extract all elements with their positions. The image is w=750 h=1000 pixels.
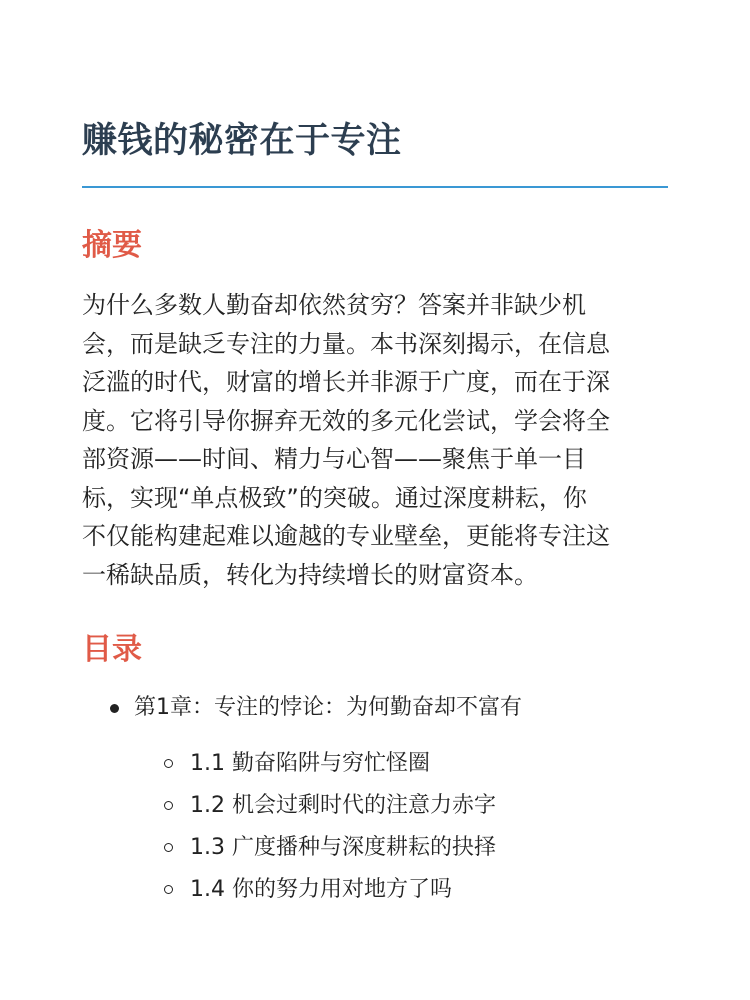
abstract-line: 不仅能构建起难以逾越的专业壁垒，更能将专注这 — [82, 522, 610, 550]
bullet-circle-icon — [164, 885, 173, 894]
abstract-heading: 摘要 — [82, 228, 142, 263]
bullet-circle-icon — [164, 843, 173, 852]
abstract-line: 会，而是缺乏专注的力量。本书深刻揭示，在信息 — [82, 329, 610, 358]
toc-section-label: 1.4 你的努力用对地方了吗 — [190, 877, 452, 902]
bullet-circle-icon — [164, 801, 173, 810]
toc-section-label: 1.3 广度播种与深度耕耘的抉择 — [190, 835, 496, 860]
toc-section-item — [134, 790, 668, 822]
abstract-line: 为什么多数人勤奋却依然贫穷？答案并非缺少机 — [82, 291, 586, 319]
toc-section-label: 1.2 机会过剩时代的注意力赤字 — [190, 793, 496, 818]
abstract-line: 部资源——时间、精力与心智——聚焦于单一目 — [82, 445, 586, 473]
toc-chapter-item — [82, 692, 668, 906]
abstract-paragraph — [82, 286, 668, 594]
toc-section-item — [134, 748, 668, 780]
toc-section-item — [134, 874, 668, 906]
toc-subsections — [134, 748, 668, 906]
abstract-line: 标，实现“单点极致”的突破。通过深度耕耘，你 — [82, 483, 587, 512]
toc-heading: 目录 — [82, 632, 142, 667]
title-divider — [82, 186, 668, 188]
abstract-line: 泛滥的时代，财富的增长并非源于广度，而在于深 — [82, 368, 610, 396]
toc-section-item — [134, 832, 668, 864]
abstract-line: 度。它将引导你摒弃无效的多元化尝试，学会将全 — [82, 406, 610, 435]
abstract-line: 一稀缺品质，转化为持续增长的财富资本。 — [82, 560, 538, 589]
bullet-disc-icon — [110, 704, 119, 713]
toc-chapter-label: 第1章：专注的悖论：为何勤奋却不富有 — [134, 695, 522, 720]
bullet-circle-icon — [164, 759, 173, 768]
toc-section-label: 1.1 勤奋陷阱与穷忙怪圈 — [190, 751, 430, 776]
table-of-contents — [82, 692, 668, 906]
document-title: 赚钱的秘密在于专注 — [82, 121, 402, 161]
